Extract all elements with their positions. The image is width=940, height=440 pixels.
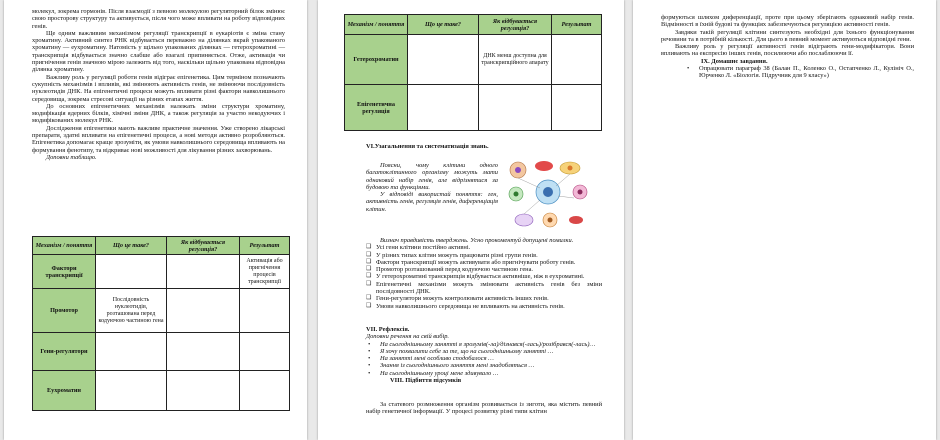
document-page-2 <box>318 0 624 440</box>
reflection-item: • Знання із сьогоднішнього заняття мені знадобляться … <box>366 362 602 369</box>
paragraph: формуються шляхом диференціації, проте при цьому зберігають однаковий набір генів. Відмінності в їхній будові та функціях забезпечуються регуляцією активності генів. <box>661 14 914 29</box>
table-cell[interactable] <box>479 85 552 131</box>
table-header: Механізм / поняття <box>345 15 408 35</box>
table-header: Що це таке? <box>408 15 479 35</box>
task-hint: У відповіді використай поняття: ген, активність генів, регуляція генів, диференціація клітин. <box>366 191 498 213</box>
reflection-item: • На сьогоднішньому уроці мене здивувало … <box>366 370 602 377</box>
row-header: Фактори транскрипції <box>33 255 96 289</box>
section-heading: IX. Домашнє завдання. <box>701 57 768 65</box>
table-row <box>33 333 290 371</box>
paragraph: Важливу роль у регуляції активності генів відіграють гени-модифікатори. Вони впливають на експресію інших генів, посилюючи або послаблюючи її. <box>661 43 914 58</box>
homework-list <box>661 65 914 80</box>
table-cell[interactable] <box>408 85 479 131</box>
document-page-3 <box>633 0 936 440</box>
paragraph: Ще одним важливим механізмом регуляції транскрипції в еукаріотів є зміна стану хроматину. Активний синтез РНК відбувається переважно на ділянках вкрай упакованого хроматину — еухроматину. Натомість у щільно упакованих ділянках — гетерохроматині — транскрипція відбувається значно слабше або взагалі припиняється. Отже, активація чи пригнічення генів значною мірою залежить від того, наскільки щільно упакована відповідна ділянка хроматину. <box>32 29 285 74</box>
homework-item <box>685 65 914 80</box>
table-cell[interactable] <box>96 255 167 289</box>
statement-item[interactable]: ❑ Гени-регулятори можуть контролювати активність інших генів. <box>366 295 602 302</box>
table-caption: Доповни таблицю. <box>46 153 97 161</box>
table-cell[interactable]: Послідовність нуклеотидів, розташована перед кодуючою частиною гена <box>96 289 167 333</box>
statement-list <box>366 244 602 310</box>
row-header: Епігенетична регуляція <box>345 85 408 131</box>
table-cell[interactable] <box>240 333 290 371</box>
reflection-section <box>366 326 602 384</box>
reflection-list <box>366 341 602 377</box>
table-header: Як відбувається регуляція? <box>167 237 240 255</box>
paragraph: За статевого розмноження організм розвивається із зиготи, яка містить певний набір генетичної інформації. У процесі розвитку різні типи клітин <box>366 401 602 416</box>
section-heading: VIII. Підбиття підсумків <box>390 377 462 385</box>
table-row <box>33 289 290 333</box>
paragraph: Завдяки такій регуляції клітини синтезують необхідні для їхнього функціонування речовини та в потрібній кількості. Для цього в певний момент активуються відповідні гени. <box>661 28 914 43</box>
reflection-item: • На занятті мені особливо сподобалося … <box>366 355 602 362</box>
statement-item[interactable]: ❑ Усі гени клітини постійно активні. <box>366 244 602 251</box>
table-cell[interactable] <box>552 85 602 131</box>
row-header: Еухроматин <box>33 371 96 411</box>
table-header: Як відбувається регуляція? <box>479 15 552 35</box>
table-cell[interactable] <box>408 35 479 85</box>
reflection-item: • На сьогоднішньому занятті я зрозумів(-ла)/дізнався(-лась)/розібрався(-лась)… <box>366 341 602 348</box>
reflection-item: • Я хочу похвалити себе за те, що на сьогоднішньому занятті … <box>366 348 602 355</box>
table-cell[interactable] <box>240 371 290 411</box>
statement-item[interactable]: ❑ У різних типах клітин можуть працювати різні групи генів. <box>366 252 602 259</box>
table-cell[interactable] <box>96 333 167 371</box>
table-row <box>345 85 602 131</box>
row-header: Гени-регулятори <box>33 333 96 371</box>
task-question: Поясни, чому клітини одного багатоклітинного організму можуть мати однаковий набір генів, але відрізнятися за будовою та функціями. <box>366 162 498 191</box>
row-header: Промотор <box>33 289 96 333</box>
table-cell[interactable] <box>96 371 167 411</box>
statement-item[interactable]: ❑ Умови навколишнього середовища не впливають на активність генів. <box>366 303 602 310</box>
table-cell[interactable] <box>552 35 602 85</box>
reflection-intro: Доповни речення на свій вибір. <box>366 333 450 341</box>
page3-text <box>661 14 914 80</box>
page1-text <box>32 8 285 161</box>
table-cell[interactable]: Активація або пригнічення процесів транскрипції <box>240 255 290 289</box>
true-false-task <box>366 237 602 310</box>
statement-item[interactable]: ❑ Промотор розташований перед кодуючою частиною гена. <box>366 266 602 273</box>
table-header: Результат <box>552 15 602 35</box>
paragraph: молекул, зокрема гормонів. Після взаємодії з певною молекулою регуляторний білок змінює свою просторову структуру та активується, після чого може впливати на роботу відповідних генів. <box>32 8 285 30</box>
section-heading: VI.Узагальнення та систематизація знань. <box>366 143 489 150</box>
paragraph: До основних епігенетичних механізмів належать зміни структури хроматину, модифікація ядерних білків, хімічні зміни ДНК, а також регуляція за участю некодуючих і модифікованих молекул РНК. <box>32 102 285 125</box>
table-cell[interactable] <box>167 255 240 289</box>
table-cell[interactable] <box>167 333 240 371</box>
table-header: Механізм / поняття <box>33 237 96 255</box>
row-header: Гетерохроматин <box>345 35 408 85</box>
task-instruction: Визнач правдивість тверджень. Усно прокоментуй допущені помилки. <box>380 237 574 244</box>
statement-item[interactable]: ❑ Фактори транскрипції можуть активувати або пригнічувати роботу генів. <box>366 259 602 266</box>
task-text <box>366 162 498 213</box>
table-row <box>33 371 290 411</box>
table-cell[interactable] <box>167 371 240 411</box>
table-cell[interactable] <box>240 289 290 333</box>
table-header: Що це таке? <box>96 237 167 255</box>
table-cell[interactable]: ДНК менш доступна для транскрипційного апарату <box>479 35 552 85</box>
statement-item[interactable]: ❑ У гетерохроматині транскрипція відбувається активніше, ніж в еухроматині. <box>366 273 602 280</box>
statement-item[interactable]: ❑ Епігенетичні механізми можуть змінювати активність генів без зміни послідовності ДНК. <box>366 281 602 296</box>
table-row <box>345 35 602 85</box>
paragraph: Дослідження епігенетики мають важливе практичне значення. Уже створено лікарські препарати, здатні впливати на епігенетичні процеси, а нові методи активно розробляються. Епігенетика допомагає краще зрозуміти, як умови навколишнього середовища впливають на формування фенотипу, та відкриває нові можливості для лікування різних захворювань. <box>32 124 285 154</box>
section-heading: VII. Рефлексія. <box>366 326 410 333</box>
homework-text: Опрацювати параграф 38 (Балан П., Коленко О., Остапченко Л., Кулініч О., Юрченко Л. «Біологія. Підручник для 9 класу») <box>699 65 914 80</box>
paragraph: Важливу роль у регуляції роботи генів відіграє епігенетика. Цим терміном позначають сукупність механізмів і впливів, які змінюють активність генів, не змінюючи послідовність нуклеотидів ДНК. На епігенетичні процеси можуть впливати різні фактори навколишнього середовища, зокрема стресові ситуації на різних етапах життя. <box>32 73 285 103</box>
table-cell[interactable] <box>167 289 240 333</box>
summary-text <box>366 401 602 416</box>
gene-regulation-table-2 <box>344 14 602 131</box>
gene-regulation-table-1 <box>32 236 290 411</box>
table-header: Результат <box>240 237 290 255</box>
cells-illustration <box>504 158 592 232</box>
table-row <box>33 255 290 289</box>
document-page-1 <box>4 0 307 440</box>
